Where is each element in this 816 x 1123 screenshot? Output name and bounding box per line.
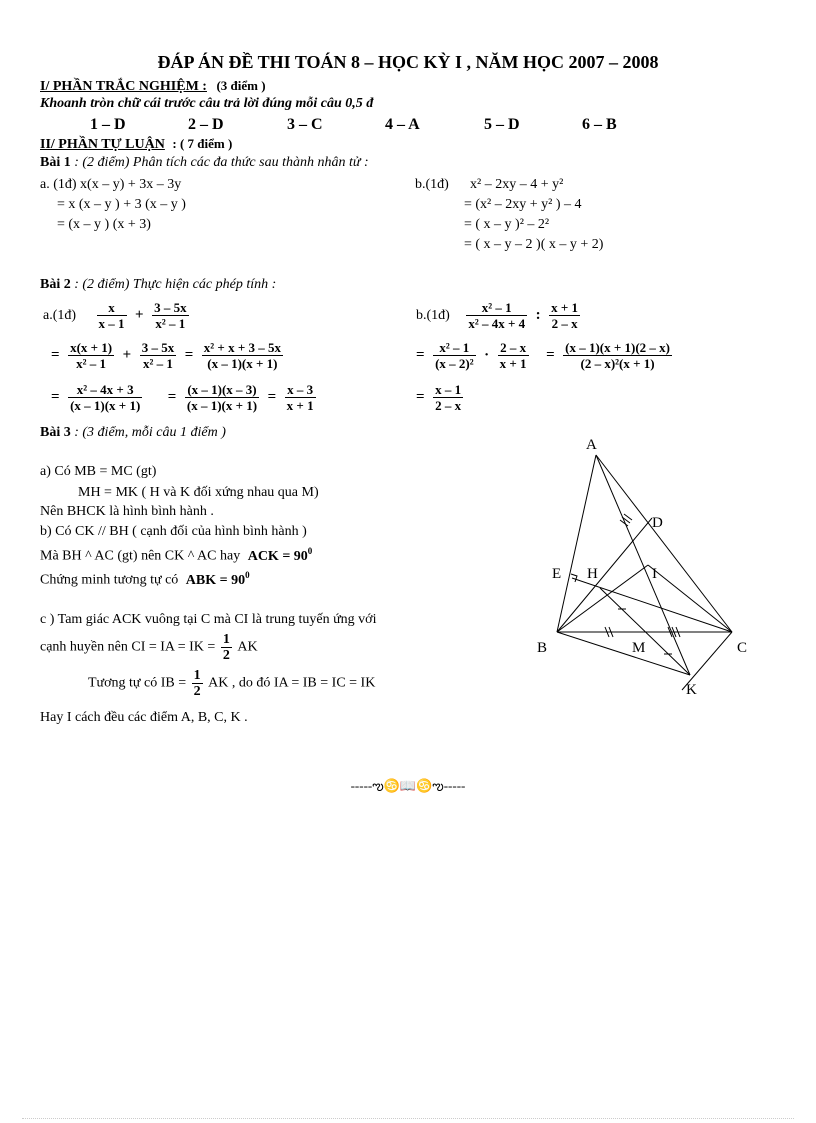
bai1-heading bbox=[40, 155, 369, 171]
bai3-a2: MH = MK ( H và K đối xứng nhau qua M) bbox=[78, 485, 319, 500]
altitude-bd bbox=[557, 518, 652, 632]
answer-6: 6 – B bbox=[582, 116, 617, 133]
bai3-a1: a) Có MB = MC (gt) bbox=[40, 464, 157, 479]
bai1-b-line3: = ( x – y )² – 2² bbox=[464, 217, 550, 232]
bai2-a-label: a.(1đ) bbox=[43, 307, 77, 323]
label-e: E bbox=[552, 566, 562, 582]
label-m: M bbox=[632, 640, 646, 656]
bai2-label: Bài 2 bbox=[40, 277, 71, 292]
fraction-half: $\frac{1}{2}$ bbox=[222, 632, 230, 663]
label-h: H bbox=[587, 566, 598, 582]
fraction: $\frac{\text{x² – 1}}{\text{(x – 2)²}}$ bbox=[435, 340, 474, 371]
part1-heading: I/ PHẦN TRẮC NGHIỆM : bbox=[40, 79, 207, 94]
bai2-a-row2: = $\frac{x(x + 1)}{\text{x² – 1}}$ + $\frac{3 - 5x}{\text{x² – 1}}$ = $\frac{\text{x² + x + 3 – 5x}}{(x - 1)(x + 1)}$ bbox=[51, 340, 281, 371]
bai1-b-label: b.(1đ) bbox=[415, 177, 449, 192]
part1-instruction: Khoanh tròn chữ cái trước câu trả lời đúng mỗi câu 0,5 đ bbox=[40, 96, 374, 111]
label-a: A bbox=[586, 437, 597, 453]
footer-ornament: -----ఌ♋📖♋ఌ----- bbox=[350, 778, 466, 793]
bai3-c4: Hay I cách đều các điểm A, B, C, K . bbox=[40, 710, 248, 725]
bai1-a-line3: = (x – y ) (x + 3) bbox=[57, 217, 151, 232]
fraction: $\frac{x - 3}{x + 1}$ bbox=[286, 382, 314, 413]
line-ic bbox=[648, 565, 732, 632]
bai2-desc: : (2 điểm) Thực hiện các phép tính : bbox=[74, 277, 277, 292]
bai3-c2: cạnh huyền nên CI = IA = IK = $\frac{1}{2}$ AK bbox=[40, 632, 258, 663]
fraction: $\frac{x(x + 1)}{\text{x² – 1}}$ bbox=[70, 340, 113, 371]
bai1-b-line4: = ( x – y – 2 )( x – y + 2) bbox=[464, 237, 604, 252]
fraction: $\frac{\text{x² – 1}}{\text{x² – 4x + 4}}$ bbox=[468, 300, 526, 331]
bai1-desc: : (2 điểm) Phân tích các đa thức sau thành nhân tử : bbox=[74, 155, 369, 170]
part2-points: : ( 7 điểm ) bbox=[172, 136, 233, 151]
fraction: $\frac{\text{x² + x + 3 – 5x}}{(x - 1)(x + 1)}$ bbox=[203, 340, 281, 371]
bai1-a-line1: a. (1đ) x(x – y) + 3x – 3y bbox=[40, 177, 182, 192]
bai2-a-row1: a.(1đ) $\frac{x}{x - 1}$ + $\frac{3 - 5x}{\text{x² – 1}}$ bbox=[43, 300, 187, 331]
page-title: ĐÁP ÁN ĐỀ THI TOÁN 8 – HỌC KỲ I , NĂM HỌC 2007 – 2008 bbox=[157, 52, 659, 72]
bai2-b-row2: = $\frac{\text{x² – 1}}{\text{(x – 2)²}}$ · $\frac{2 - x}{x + 1}$ = $\frac{(x - 1)(x + 1)(2 - x)}{\text{(2 – x)²(x + 1)}}$ bbox=[416, 340, 671, 371]
bottom-divider bbox=[22, 1118, 794, 1119]
label-b: B bbox=[537, 640, 548, 656]
part1-points: (3 điểm ) bbox=[216, 78, 266, 93]
fraction: $\frac{(x - 1)(x - 3)}{(x - 1)(x + 1)}$ bbox=[186, 382, 258, 413]
fraction: $\frac{3 - 5x}{\text{x² – 1}}$ bbox=[154, 300, 187, 331]
fraction: $\frac{(x - 1)(x + 1)(2 - x)}{\text{(2 – x)²(x + 1)}}$ bbox=[565, 340, 671, 371]
bai2-a-row3: = $\frac{\text{x² – 4x + 3}}{(x - 1)(x + 1)}$ = $\frac{(x - 1)(x - 3)}{(x - 1)(x + 1)}$ = $\frac{x - 3}{x + 1}$ bbox=[51, 382, 314, 413]
label-i: I bbox=[652, 566, 657, 582]
bai2-b-label: b.(1đ) bbox=[416, 307, 450, 323]
right-angle-marker bbox=[571, 574, 577, 582]
geometry-figure bbox=[530, 430, 790, 710]
fraction-half: $\frac{1}{2}$ bbox=[193, 668, 201, 699]
side-ab bbox=[557, 455, 596, 632]
answer-1: 1 – D bbox=[90, 116, 126, 133]
bai3-b2: Mà BH ^ AC (gt) nên CK ^ AC hay ACK = $90^0$ bbox=[40, 546, 313, 564]
answer-2: 2 – D bbox=[188, 116, 224, 133]
answer-3: 3 – C bbox=[287, 116, 323, 133]
bai1-b-line2: = (x² – 2xy + y² ) – 4 bbox=[464, 197, 582, 212]
bai2-b-row3: = $\frac{x - 1}{2 - x}$ bbox=[416, 382, 462, 413]
fraction: $\frac{3 - 5x}{\text{x² – 1}}$ bbox=[141, 340, 175, 371]
part2-heading-line bbox=[40, 136, 232, 153]
bai3-label: Bài 3 bbox=[40, 425, 71, 440]
bai3-b1: b) Có CK // BH ( cạnh đối của hình bình hành ) bbox=[40, 524, 307, 539]
bai1-a-line2: = x (x – y ) + 3 (x – y ) bbox=[57, 197, 186, 212]
bai1-label: Bài 1 bbox=[40, 155, 71, 170]
line-ib bbox=[557, 565, 648, 632]
answer-5: 5 – D bbox=[484, 116, 520, 133]
part1-heading-line bbox=[40, 78, 266, 95]
bai3-b3: Chứng minh tương tự có ABK = $90^0$ bbox=[40, 570, 250, 588]
bai2-b-row1: b.(1đ) $\frac{\text{x² – 1}}{\text{x² – 4x + 4}}$ : $\frac{x + 1}{2 - x}$ bbox=[416, 300, 579, 331]
fraction: $\frac{\text{x² – 4x + 3}}{(x - 1)(x + 1)}$ bbox=[70, 382, 141, 413]
fraction: $\frac{2 - x}{x + 1}$ bbox=[499, 340, 527, 371]
bai3-desc: : (3 điểm, mỗi câu 1 điểm ) bbox=[74, 425, 226, 440]
part2-heading: II/ PHẦN TỰ LUẬN bbox=[40, 137, 165, 152]
label-c: C bbox=[737, 640, 748, 656]
bai3-c1: c ) Tam giác ACK vuông tại C mà CI là trung tuyến ứng với bbox=[40, 612, 377, 627]
label-k: K bbox=[686, 682, 697, 698]
bai3-a3: Nên BHCK là hình bình hành . bbox=[40, 504, 214, 519]
side-ac bbox=[596, 455, 732, 632]
fraction: $\frac{x + 1}{2 - x}$ bbox=[551, 300, 579, 331]
bai2-heading bbox=[40, 277, 276, 293]
bai1-b-line1: x² – 2xy – 4 + y² bbox=[470, 177, 564, 192]
fraction: $\frac{x - 1}{2 - x}$ bbox=[435, 382, 462, 413]
fraction: $\frac{x}{x - 1}$ bbox=[98, 300, 125, 331]
bai3-c3: Tương tự có IB = $\frac{1}{2}$ AK , do đó IA = IB = IC = IK bbox=[88, 668, 376, 699]
bai3-heading bbox=[40, 425, 226, 441]
label-d: D bbox=[652, 515, 663, 531]
answer-4: 4 – A bbox=[385, 116, 420, 133]
